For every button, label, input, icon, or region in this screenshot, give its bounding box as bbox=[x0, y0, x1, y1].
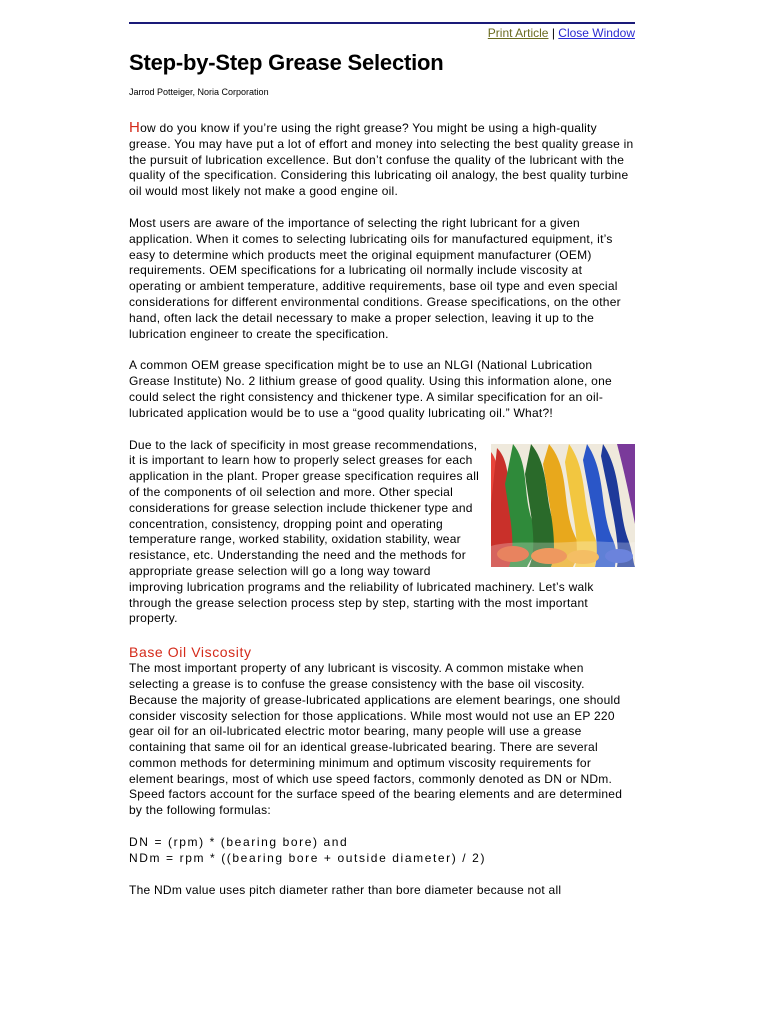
paragraph-specificity bbox=[129, 438, 635, 628]
formula-dn: DN = (rpm) * (bearing bore) and bbox=[129, 835, 349, 850]
grease-samples-photo bbox=[491, 444, 635, 567]
article-title: Step-by-Step Grease Selection bbox=[129, 50, 444, 75]
section-heading-base-oil-viscosity: Base Oil Viscosity bbox=[129, 644, 252, 661]
header-rule bbox=[129, 22, 635, 24]
drop-cap: H bbox=[129, 119, 141, 136]
close-window-link[interactable]: Close Window bbox=[558, 26, 635, 40]
paragraph-intro bbox=[129, 120, 635, 200]
article-author: Jarrod Potteiger, Noria Corporation bbox=[129, 87, 269, 97]
link-separator: | bbox=[551, 26, 555, 40]
paragraph-nlgi: A common OEM grease specification might be to use an NLGI (National Lubrication Grease Institute) No. 2 lithium grease of good quality. Using this information alone, one could select the right consistency and thickener type. A similar specification for an oil-lubricated application would be to use a “good quality lubricating oil.” What?! bbox=[129, 358, 612, 420]
paragraph-specificity-text: Due to the lack of specificity in most grease recommendations, it is important to learn how to properly select greases for each application in the plant. Proper grease specification requires all of the components of oil selection and more. Other special considerations for grease selection include thickener type and concentration, consistency, dropping point and operating temperature range, worked stability, oxidation stability, wear resistance, etc. Understanding the need and the methods for appropriate grease selection will go a long way toward improving lubrication programs and the reliability of lubricated machinery. Let’s walk through the grease selection process step by step, starting with the most important property. bbox=[129, 437, 594, 626]
paragraph-intro-text: ow do you know if you’re using the right grease? You might be using a high-quality grease. You may have put a lot of effort and money into selecting the best quality grease in the pursuit of lubrication excellence. But don’t confuse the quality of the lubricant with the quality of the specification. Considering this lubricating oil analogy, the best quality turbine oil would most likely not make a good engine oil. bbox=[129, 121, 634, 199]
header-links bbox=[488, 26, 635, 40]
paragraph-ndm: The NDm value uses pitch diameter rather than bore diameter because not all bbox=[129, 882, 562, 897]
article-body bbox=[129, 120, 635, 914]
paragraph-oem: Most users are aware of the importance of selecting the right lubricant for a given application. When it comes to selecting lubricating oils for manufactured equipment, it’s easy to determine which products meet the original equipment manufacturer (OEM) requirements. OEM specifications for a lubricating oil normally include viscosity at operating or ambient temperature, additive requirements, base oil type and even special considerations for different environmental conditions. Grease specifications, on the other hand, often lack the detail necessary to make a proper selection, leaving it up to the lubrication engineer to create the specification. bbox=[129, 215, 621, 341]
paragraph-viscosity: The most important property of any lubricant is viscosity. A common mistake when selecting a grease is to confuse the grease consistency with the base oil viscosity. Because the majority of grease-lubricated applications are element bearings, one should consider viscosity selection for those applications. While most would not use an EP 220 gear oil for an oil-lubricated electric motor bearing, many people will use a grease containing that same oil for an identical grease-lubricated bearing. There are several common methods for determining minimum and optimum viscosity requirements for element bearings, most of which use speed factors, commonly denoted as DN or NDm. Speed factors account for the surface speed of the bearing elements and are determined by the following formulas: bbox=[129, 661, 623, 818]
formula-ndm: NDm = rpm * ((bearing bore + outside diameter) / 2) bbox=[129, 850, 487, 865]
print-article-link[interactable]: Print Article bbox=[487, 26, 549, 40]
formula-block bbox=[129, 835, 635, 867]
